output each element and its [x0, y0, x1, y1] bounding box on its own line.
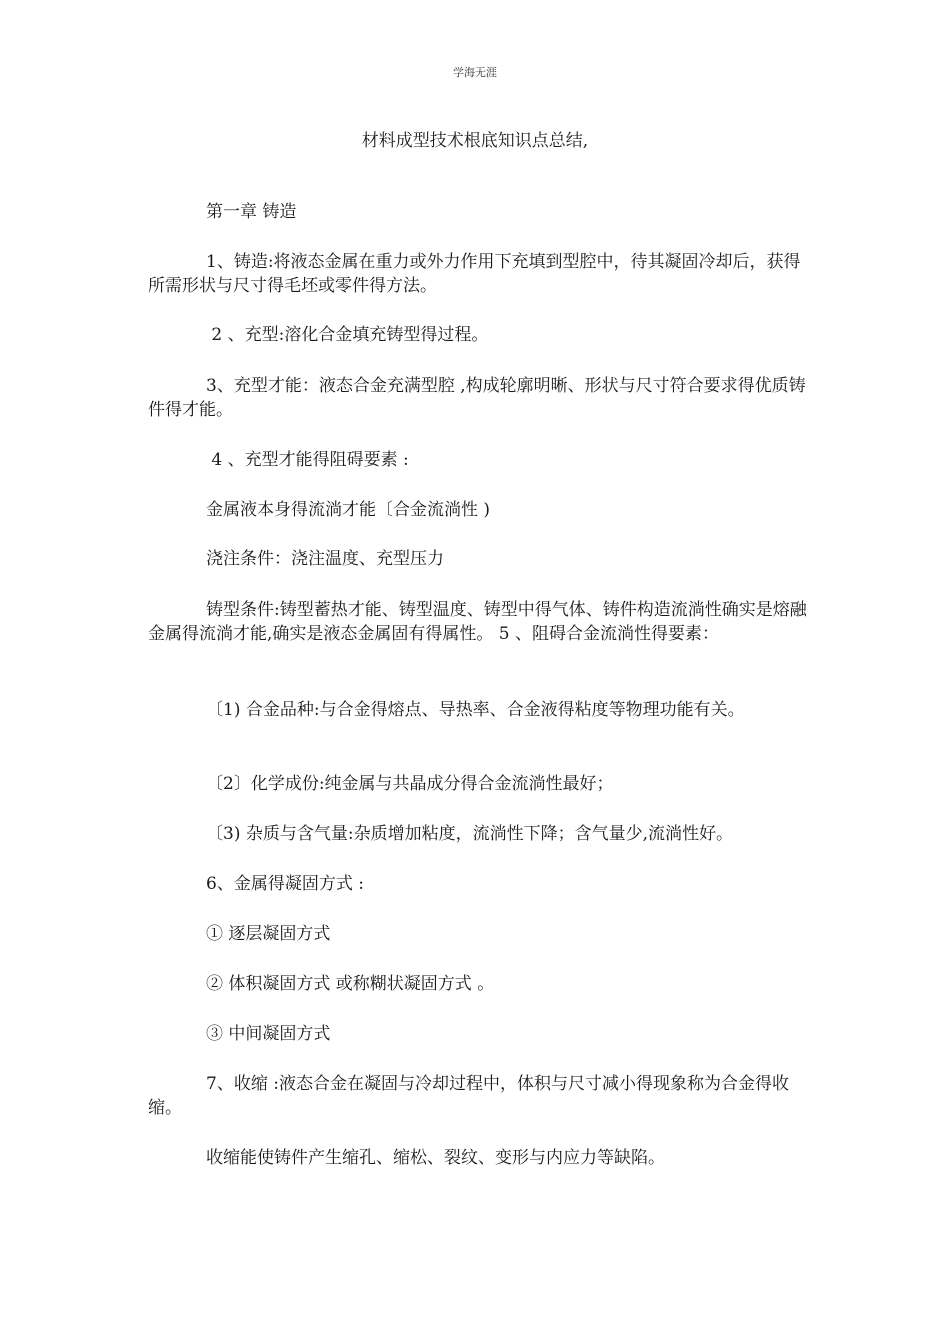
- paragraph-alloy-type: [148, 698, 808, 722]
- paragraph-metal-fluidity: [148, 498, 808, 522]
- paragraph-text: 4 、充型才能得阻碍要素 :: [206, 450, 409, 470]
- list-item-text: ① 逐层凝固方式: [206, 924, 331, 944]
- paragraph-text: 收缩能使铸件产生缩孔、缩松、裂纹、变形与内应力等缺陷。: [206, 1148, 665, 1168]
- paragraph-text: 〔2〕化学成份:纯金属与共晶成分得合金流淌性最好；: [206, 774, 614, 794]
- paragraph-pouring-conditions: [148, 547, 808, 571]
- paragraph-text: 2 、充型:溶化合金填充铸型得过程。: [206, 325, 489, 345]
- list-item-volume-solidification: [148, 972, 808, 996]
- paragraph-text: 3、充型才能：液态合金充满型腔 ,构成轮廓明晰、形状与尺寸符合要求得优质铸件得才能。: [148, 376, 806, 420]
- paragraph-shrinkage: [148, 1072, 808, 1120]
- paragraph-text: 浇注条件：浇注温度、充型压力: [206, 549, 444, 569]
- paragraph-text: 6、金属得凝固方式 :: [206, 874, 364, 894]
- list-item-text: ② 体积凝固方式 或称糊状凝固方式 。: [206, 974, 495, 994]
- paragraph-text: 铸型条件:铸型蓄热才能、铸型温度、铸型中得气体、铸件构造流淌性确实是熔融金属得流淌才能,确实是液态金属固有得属性。 5 、阻碍合金流淌性得要素：: [148, 600, 807, 644]
- paragraph-impurities: [148, 822, 808, 846]
- document-title: 材料成型技术根底知识点总结,: [361, 131, 589, 151]
- paragraph-text: 〔1) 合金品种:与合金得熔点、导热率、合金液得粘度等物理功能有关。: [206, 700, 745, 720]
- paragraph-shrinkage-defects: [148, 1146, 808, 1170]
- chapter-heading: [148, 200, 808, 224]
- paragraph-filling-ability: [148, 374, 808, 422]
- paragraph-text: 金属液本身得流淌才能〔合金流淌性 ): [206, 500, 491, 520]
- paragraph-chemical-composition: [148, 772, 808, 796]
- chapter-heading-text: 第一章 铸造: [206, 202, 297, 222]
- paragraph-text: 1、铸造:将液态金属在重力或外力作用下充填到型腔中，待其凝固冷却后，获得所需形状与尺寸得毛坯或零件得方法。: [148, 252, 801, 296]
- list-item-intermediate-solidification: [148, 1022, 808, 1046]
- paragraph-mold-conditions: [148, 598, 808, 646]
- paragraph-text: 〔3) 杂质与含气量:杂质增加粘度，流淌性下降；含气量少,流淌性好。: [206, 824, 733, 844]
- paragraph-filling-factors: [148, 448, 808, 472]
- list-item-text: ③ 中间凝固方式: [206, 1024, 331, 1044]
- paragraph-casting-definition: [148, 250, 808, 298]
- paragraph-text: 7、收缩 :液态合金在凝固与冷却过程中，体积与尺寸减小得现象称为合金得收缩。: [148, 1074, 789, 1118]
- paragraph-filling: [148, 323, 808, 347]
- page-header: 学海无涯: [453, 66, 497, 79]
- paragraph-solidification-modes: [148, 872, 808, 896]
- list-item-layer-solidification: [148, 922, 808, 946]
